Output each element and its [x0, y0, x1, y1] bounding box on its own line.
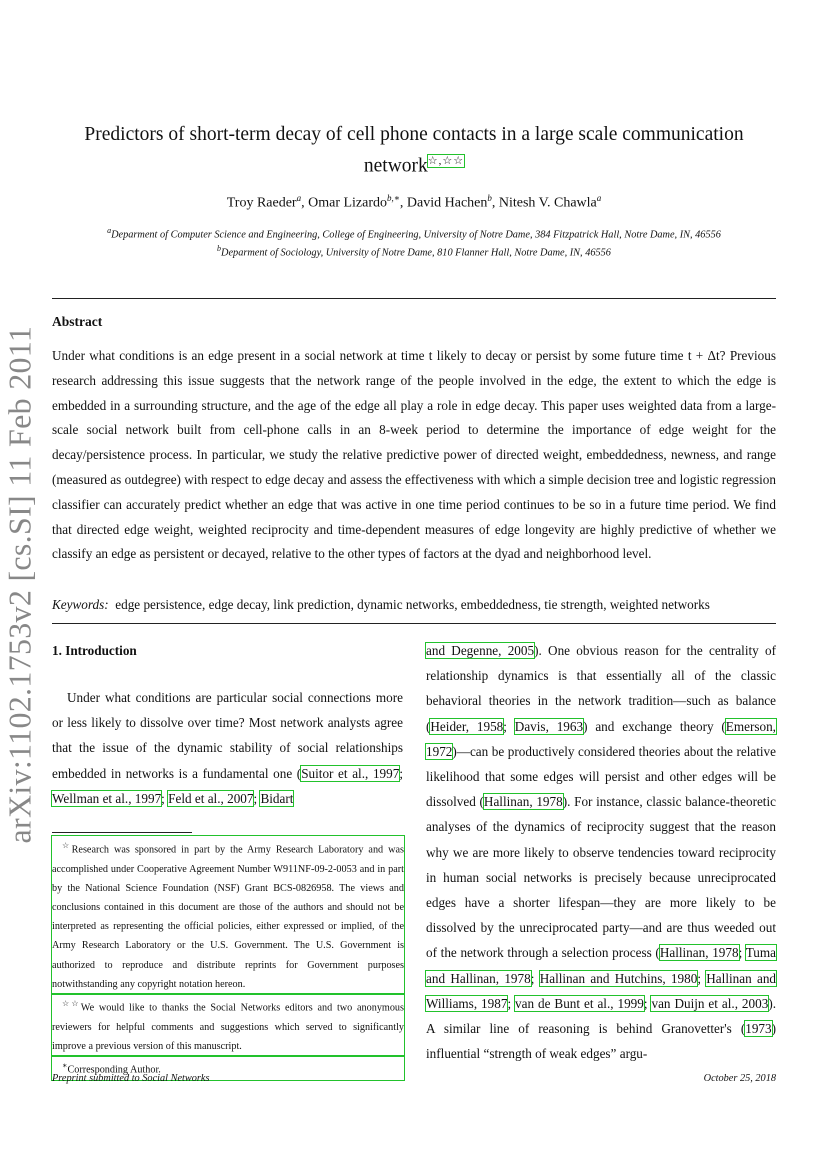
citation-link[interactable]: Suitor et al., 1997 [301, 765, 400, 781]
section-heading: 1. Introduction [52, 643, 137, 658]
body-text: ; [253, 790, 261, 806]
citation-link[interactable]: and Degenne, 2005 [426, 643, 535, 658]
citation-link[interactable]: Bidart [260, 790, 294, 806]
footnotes [52, 836, 404, 1080]
citation-link[interactable]: Emerson, 1972 [426, 718, 776, 759]
author-name: Troy Raeder [226, 195, 297, 211]
title-line-2: network [363, 155, 428, 177]
footnote[interactable] [52, 836, 404, 994]
abstract-body: Under what conditions is an edge present in a social network at time t likely to decay or persist by some future time t + Δt? Previous research addressing this issue suggests that the network range of the people involved in the edge, the extent to which the edge is embedded in a surrounding structure, and the age of the edge all play a role in edge decay. This paper uses weighted data from a large-scale social network built from cell-phone calls in an 8-week period to determine the importance of edge weight for the decay/persistence process. In particular, we study the relative predictive power of directed weight, embeddedness, newness, and range (measured as outdegree) with respect to edge decay and assess the effectiveness with which a simple decision tree and logistic regression classifier can accurately predict whether an edge that was active in one time period continues to be so in a future time period. We find that directed edge weight, weighted reciprocity and time-dependent measures of edge longevity are highly predictive of whether we classify an edge as persistent or decayed, relative to the other types of factors at the dyad and neighborhood level. [52, 348, 776, 562]
keywords-line [52, 596, 776, 614]
citation-link[interactable]: van de Bunt et al., 1999 [515, 995, 644, 1011]
abstract-heading: Abstract [52, 314, 103, 329]
footnote-text: We would like to thanks the Social Networks editors and two anonymous reviewers for helpful comments and suggestions which served to significantly improve a previous version of this manuscript. [52, 1002, 404, 1052]
title-line-1: Predictors of short-term decay of cell phone contacts in a large scale communication [84, 124, 744, 145]
body-text: ) influential “strength of weak edges” argu- [426, 1021, 776, 1062]
citation-link[interactable]: Heider, 1958 [430, 718, 504, 734]
body-text: Under what conditions are particular social connections more or less likely to dissolve over time? Most network analysts agree that the issue of the dynamic stability of social relationships embedded in networks is a fundamental one ( [52, 690, 403, 781]
paper-title [40, 122, 788, 180]
footnote-text: Corresponding Author. [67, 1064, 161, 1076]
keywords-label: Keywords: [52, 597, 109, 612]
body-text: )—can be productively considered theories about the relative likelihood that some edges will persist and other edges will be dissolved ( [426, 743, 776, 810]
affiliation-a: Deparment of Computer Science and Engineering, College of Engineering, University of Notre Dame, 384 Fitzpatrick Hall, Notre Dame, IN, 46556 [111, 229, 721, 241]
body-text: ; [697, 970, 707, 986]
body-text: ). A similar line of reasoning is behind Granovetter's ( [426, 995, 777, 1037]
arxiv-stamp: arXiv:1102.1753v2 [cs.SI] 11 Feb 2011 [1, 325, 38, 844]
footnote-text: Research was sponsored in part by the Army Research Laboratory and was accomplished under Cooperative Agreement Number W911NF-09-2-0053 and in part by the National Science Foundation (NSF) Grant BCS-0826958. The views and conclusions contained in this document are those of the authors and should not be interpreted as representing the official policies, either expressed or implied, of the Army Research Laboratory or the U.S. Government. The U.S. Government is authorized to reproduce and distribute reprints for Government purposes notwithstanding any copyright notation hereon. [52, 844, 405, 990]
citation-link[interactable]: Tuma and Hallinan, 1978 [426, 945, 777, 986]
body-text: ; [738, 945, 746, 961]
author-name: Omar Lizardo [308, 195, 388, 211]
body-text: ). One obvious reason for the centrality of relationship dynamics is that essentially all of the classic behavioral theories in the network tradition—such as balance ( [426, 643, 777, 734]
citation-link[interactable]: van Duijn et al., 2003 [651, 995, 769, 1011]
author-name: Nitesh V. Chawla [498, 195, 597, 211]
footer-journal: Preprint submitted to Social Networks [52, 1073, 210, 1084]
body-text: ) and exchange theory ( [583, 718, 726, 734]
body-text: ; [503, 718, 515, 734]
citation-link[interactable]: Hallinan and Hutchins, 1980 [539, 970, 698, 986]
body-text: ; [399, 765, 403, 781]
body-text: ; [161, 790, 169, 806]
citation-link[interactable]: Hallinan, 1978 [483, 794, 563, 810]
body-text: ). For instance, classic balance-theoretic analyses of the dynamics of reciprocity suggest that the reason why we are more likely to observe tendencies toward reciprocity in human social networks is precisely because unreciprocated edges have a shorter lifespan—they are more likely to be dissolved by the unreciprocated party—and are thus weeded out of the network through a selection process ( [426, 794, 776, 961]
footnote-mark: ∗ [62, 1061, 68, 1071]
title-footnote-marks[interactable]: ☆,☆☆ [427, 155, 465, 167]
footnote[interactable] [52, 994, 404, 1056]
footnote-mark: ☆ [62, 841, 72, 850]
author-affil-mark: b,∗ [387, 193, 400, 203]
author-affil-mark: b [487, 193, 492, 203]
keywords-text: edge persistence, edge decay, link prediction, dynamic networks, embeddedness, tie strength, weighted networks [115, 597, 710, 612]
body-text: ; [507, 995, 516, 1011]
affil-mark: b [217, 244, 222, 254]
body-text: ; [643, 995, 652, 1011]
citation-link[interactable]: Davis, 1963 [514, 718, 584, 734]
intro-right-column [426, 638, 776, 1066]
citation-link[interactable]: 1973 [745, 1021, 772, 1037]
footnote-mark: ☆☆ [62, 999, 81, 1009]
footer-date: October 25, 2018 [703, 1073, 776, 1084]
author-affil-mark: a [296, 193, 302, 203]
affil-mark: a [107, 226, 112, 235]
affiliation-b: Deparment of Sociology, University of Notre Dame, 810 Flanner Hall, Notre Dame, IN, 46556 [221, 247, 611, 259]
intro-left-column [52, 685, 403, 811]
author-list: Troy Raeder$^a$, Omar Lizardo$^{b,∗}$, David Hachen$^b$, Nitesh V. Chawla$^a$ [226, 193, 602, 211]
citation-link[interactable]: Hallinan and Williams, 1987 [426, 970, 777, 1011]
citation-link[interactable]: Feld et al., 2007 [168, 790, 254, 806]
body-text: ; [530, 970, 540, 986]
citation-link[interactable]: Hallinan, 1978 [659, 945, 739, 961]
citation-link[interactable]: Wellman et al., 1997 [52, 790, 162, 806]
divider-top [52, 298, 776, 299]
author-name: David Hachen [406, 195, 488, 211]
author-affil-mark: a [596, 193, 602, 203]
footnote-rule [52, 832, 192, 833]
affiliations [40, 224, 788, 261]
divider-bottom [52, 623, 776, 624]
